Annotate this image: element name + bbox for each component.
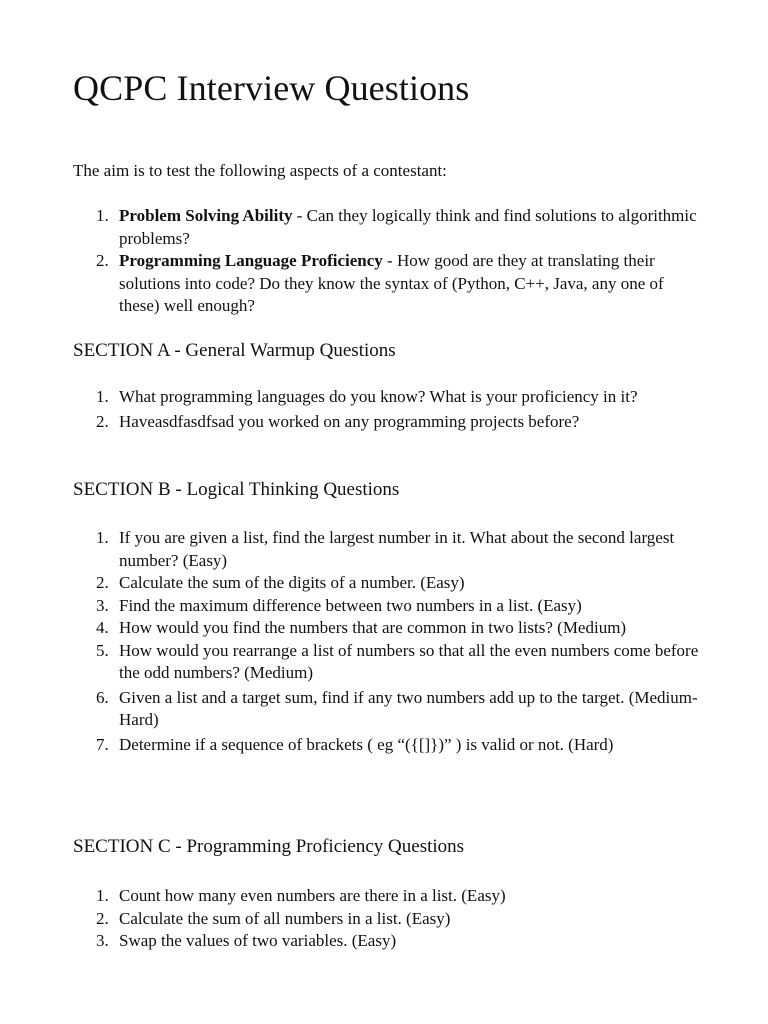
list-number: 1. xyxy=(96,528,109,547)
section-b-heading: SECTION B - Logical Thinking Questions xyxy=(73,479,400,500)
list-number: 1. xyxy=(96,387,109,406)
aspect-term: Programming Language Proficiency xyxy=(119,251,383,270)
list-item xyxy=(73,386,701,409)
list-item xyxy=(73,527,701,572)
aspect-item xyxy=(73,205,701,250)
list-item xyxy=(73,617,701,640)
list-item-text: What programming languages do you know? What is your proficiency in it? xyxy=(119,387,638,406)
list-item xyxy=(73,908,701,931)
list-item xyxy=(73,595,701,618)
list-number: 2. xyxy=(96,411,109,431)
list-item-text: Calculate the sum of the digits of a number. (Easy) xyxy=(119,573,465,592)
section-a-list xyxy=(73,386,701,433)
section-c-list xyxy=(73,885,701,953)
aspects-list xyxy=(73,205,701,318)
section-a-heading: SECTION A - General Warmup Questions xyxy=(73,340,396,361)
list-item xyxy=(73,572,701,595)
list-number: 3. xyxy=(96,931,109,950)
section-b-list xyxy=(73,527,701,756)
list-number: 1. xyxy=(96,206,109,225)
list-number: 2. xyxy=(96,251,109,270)
list-item-text: Given a list and a target sum, find if any two numbers add up to the target. (Medium-Hard) xyxy=(119,687,698,729)
list-number: 7. xyxy=(96,734,109,754)
aspect-item xyxy=(73,250,701,318)
list-item xyxy=(73,930,701,953)
list-number: 6. xyxy=(96,687,109,707)
list-item-text: How would you rearrange a list of numbers so that all the even numbers come before the odd numbers? (Medium) xyxy=(119,640,699,682)
list-item-text: Count how many even numbers are there in a list. (Easy) xyxy=(119,886,506,905)
list-item-text: Find the maximum difference between two numbers in a list. (Easy) xyxy=(119,595,582,615)
page-title: QCPC Interview Questions xyxy=(73,68,470,108)
list-item-text: Swap the values of two variables. (Easy) xyxy=(119,931,397,950)
list-item-text: If you are given a list, find the largest number in it. What about the second largest number? (Easy) xyxy=(119,528,675,570)
aspect-description: - How good are they at translating their solutions into code? Do they know the syntax of (Python, C++, Java, any one of these) well enough? xyxy=(119,251,664,315)
list-item xyxy=(73,687,701,732)
intro-paragraph: The aim is to test the following aspects of a contestant: xyxy=(73,161,447,180)
list-item xyxy=(73,411,701,434)
list-item-text: How would you find the numbers that are common in two lists? (Medium) xyxy=(119,618,627,637)
aspect-description: - Can they logically think and find solutions to algorithmic problems? xyxy=(119,206,697,248)
list-item-text: Calculate the sum of all numbers in a list. (Easy) xyxy=(119,908,451,928)
list-number: 3. xyxy=(96,595,109,615)
list-number: 1. xyxy=(96,886,109,905)
list-item xyxy=(73,734,701,757)
aspect-term: Problem Solving Ability xyxy=(119,206,293,225)
list-item-text: Haveasdfasdfsad you worked on any programming projects before? xyxy=(119,411,580,431)
list-number: 5. xyxy=(96,640,109,660)
list-item xyxy=(73,640,701,685)
list-item xyxy=(73,885,701,908)
section-c-heading: SECTION C - Programming Proficiency Questions xyxy=(73,836,465,857)
list-item-text: Determine if a sequence of brackets ( eg “({[]})” ) is valid or not. (Hard) xyxy=(119,734,614,754)
list-number: 2. xyxy=(96,573,109,592)
list-number: 2. xyxy=(96,908,109,928)
list-number: 4. xyxy=(96,618,109,637)
